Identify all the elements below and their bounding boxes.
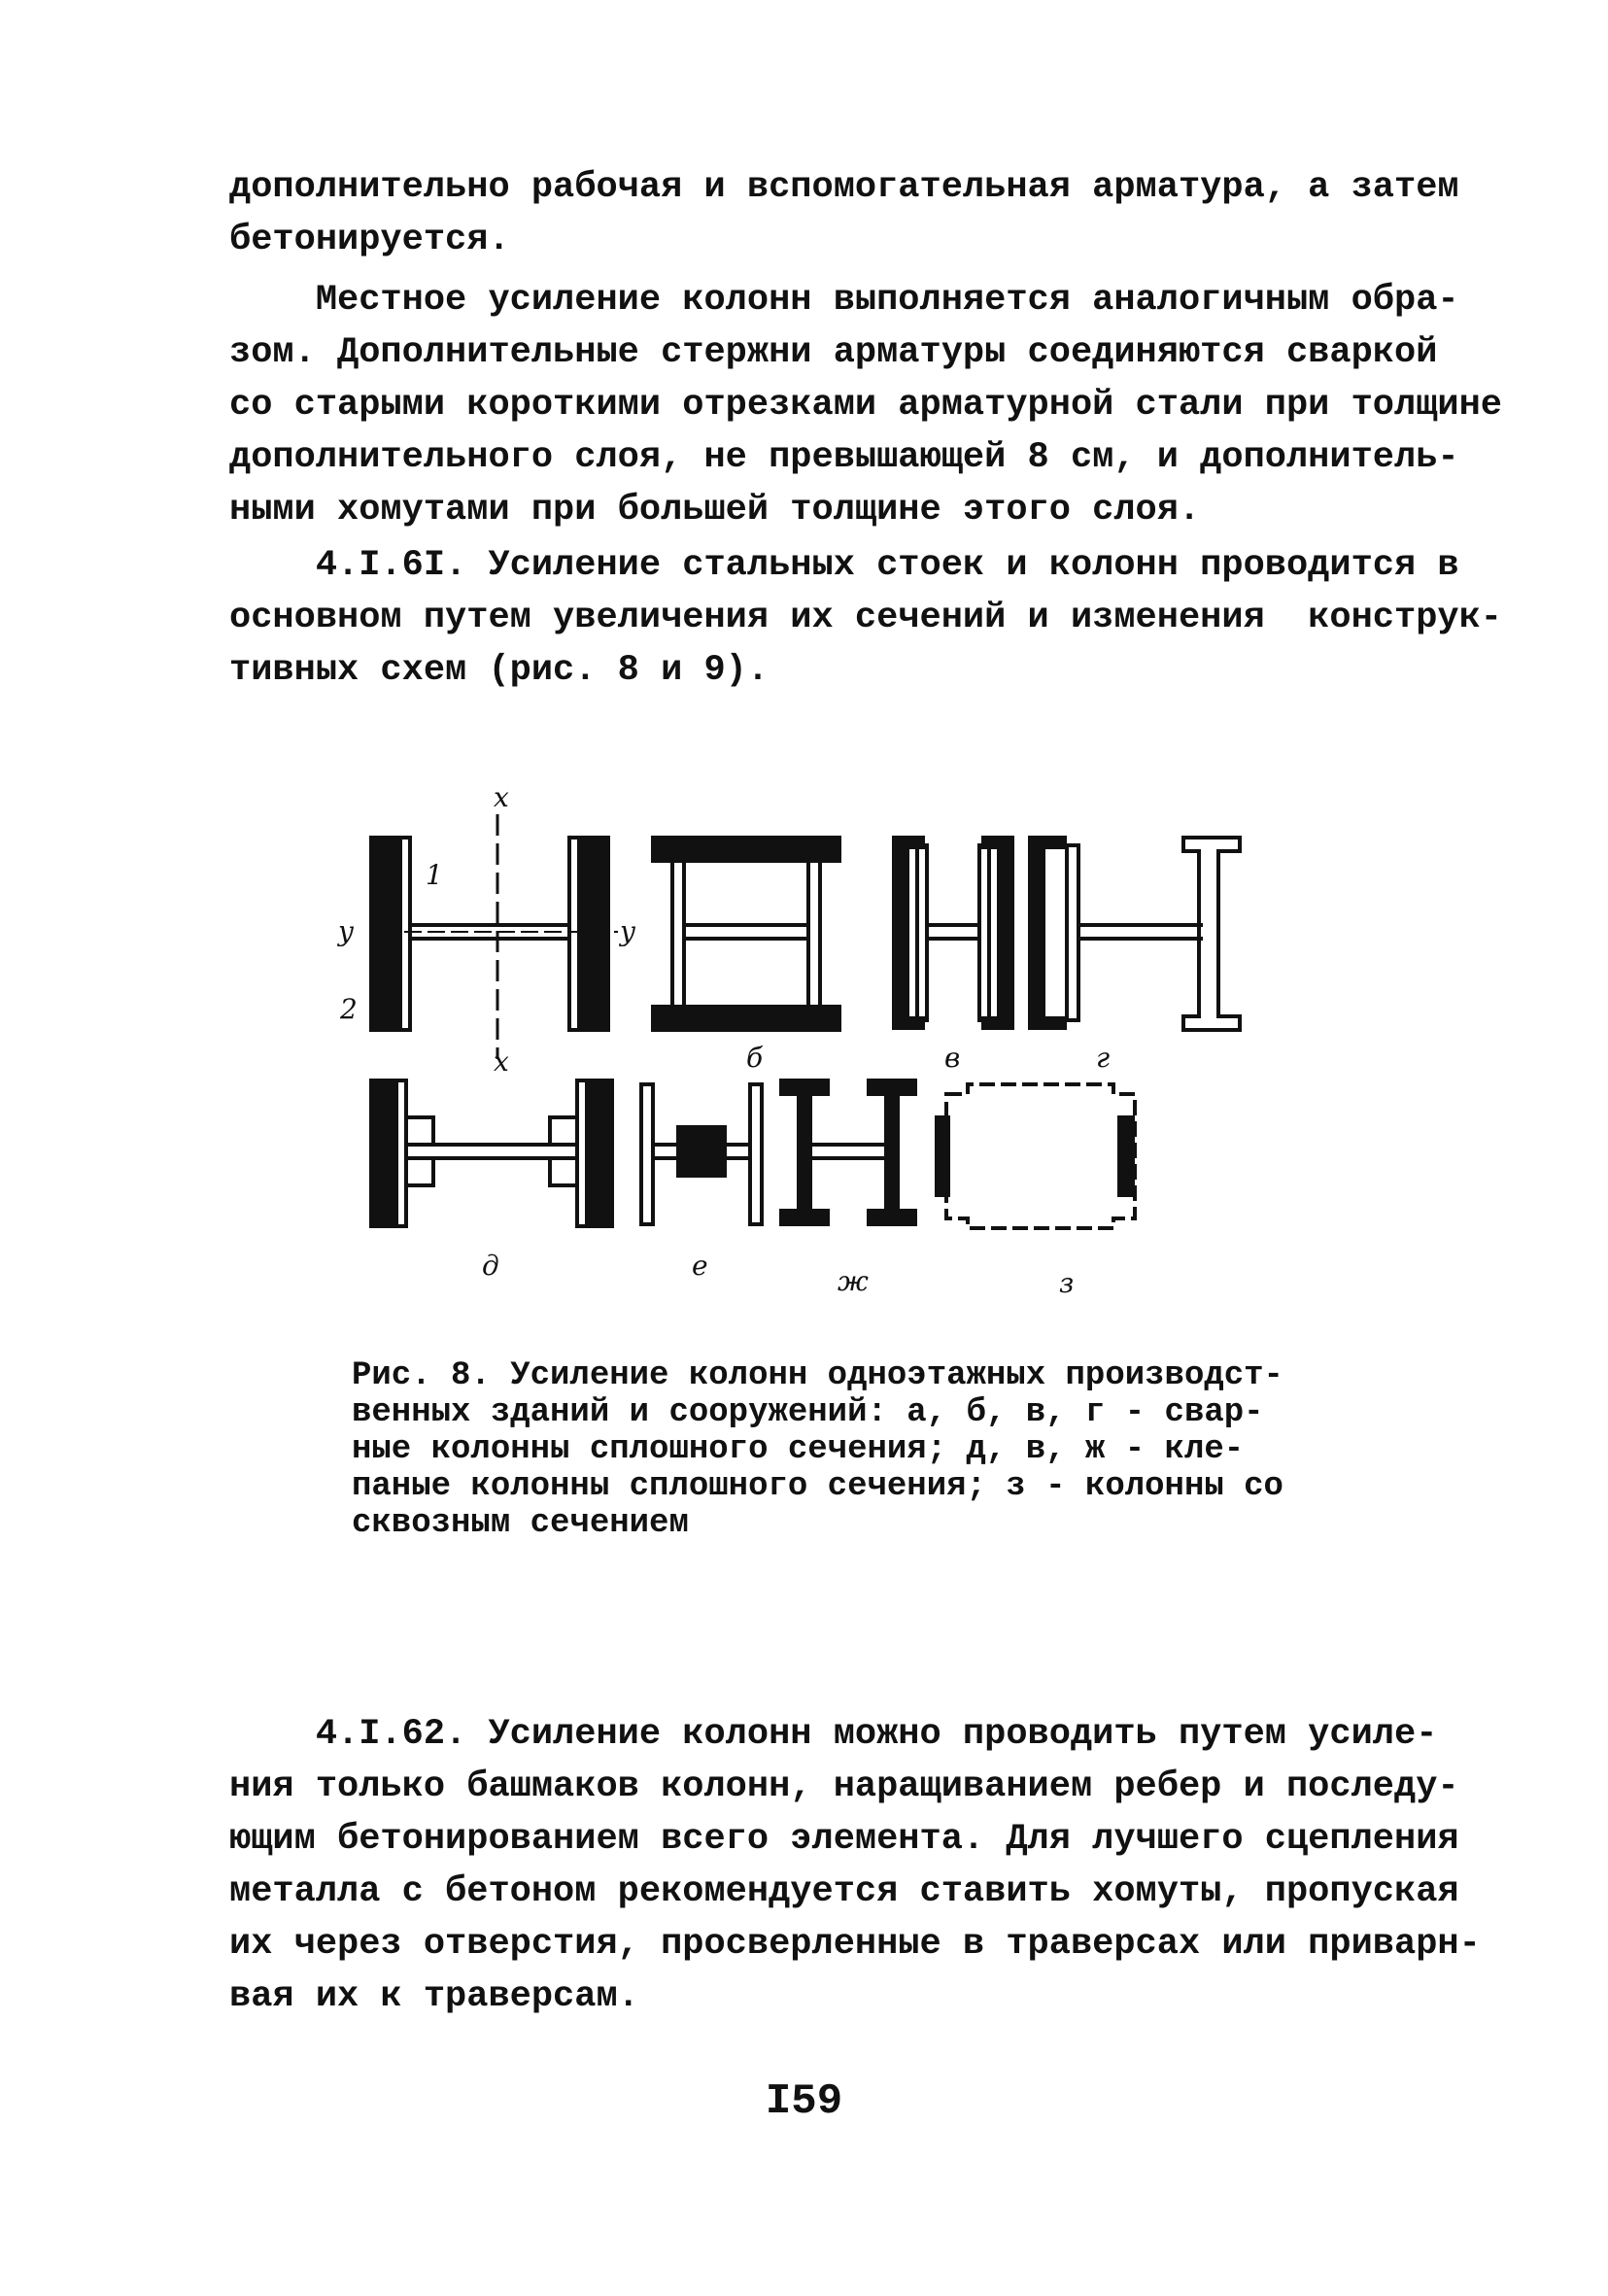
flange-plate-left <box>371 838 396 1030</box>
label-panel-zh: ж <box>838 1265 869 1297</box>
side-plate-left <box>937 1117 948 1195</box>
label-axis-x-bottom: x <box>494 1045 509 1078</box>
label-panel-v: в <box>944 1042 961 1074</box>
page-number: I59 <box>765 2077 843 2126</box>
flange-plate-right <box>583 838 608 1030</box>
text-line: бетонируется. <box>229 220 510 260</box>
flange-left <box>917 845 927 1020</box>
label-2: 2 <box>340 993 358 1025</box>
cover-plate-top <box>653 838 839 861</box>
caption-line: венных зданий и сооружений: а, б, в, г - свар- <box>352 1394 1264 1431</box>
flange-left <box>400 838 410 1030</box>
flange-left <box>672 861 684 1007</box>
rivet-angles <box>406 1117 577 1185</box>
i-section-right <box>869 1080 915 1224</box>
rivet-cluster <box>678 1127 725 1176</box>
text-line: ния только башмаков колонн, наращиванием ребер и последу- <box>229 1766 1459 1807</box>
flange-plate-left <box>371 1080 393 1226</box>
flange-right <box>750 1084 762 1224</box>
label-axis-y-left: y <box>338 915 354 947</box>
i-section-left <box>781 1080 828 1224</box>
flange-plate-right <box>591 1080 612 1226</box>
text-line: ющим бетонированием всего элемента. Для лучшего сцепления <box>229 1819 1459 1860</box>
caption-line: паные колонны сплошного сечения; з - колонны со <box>352 1468 1283 1505</box>
caption-line: сквозным сечением <box>352 1505 689 1542</box>
flange-right <box>577 1080 587 1226</box>
flange-right <box>808 861 820 1007</box>
text-line: основном путем увеличения их сечений и изменения конструк- <box>229 598 1503 638</box>
figure-drawing <box>311 777 1360 1302</box>
label-axis-y-right: y <box>620 915 635 947</box>
text-line: тивных схем (рис. 8 и 9). <box>229 650 770 691</box>
label-panel-d: д <box>482 1250 499 1282</box>
side-plate-right <box>1119 1117 1133 1195</box>
text-line: ными хомутами при большей толщине этого слоя. <box>229 490 1201 531</box>
text-line: их через отверстия, просверленные в траверсах или приварн- <box>229 1924 1481 1965</box>
text-line: металла с бетоном рекомендуется ставить хомуты, пропуская <box>229 1871 1459 1912</box>
figure-caption <box>352 1357 1323 1542</box>
figure-8-column-reinforcement <box>311 777 1360 1302</box>
flange-right <box>569 838 579 1030</box>
text-line: 4.I.6I. Усиление стальных стоек и колонн проводится в <box>229 545 1459 586</box>
lattice-outline <box>946 1084 1135 1228</box>
paragraph-local-reinforcement <box>229 274 1503 536</box>
caption-line: Рис. 8. Усиление колонн одноэтажных производст- <box>352 1357 1283 1394</box>
flange-left <box>641 1084 653 1224</box>
text-line: со старыми короткими отрезками арматурной стали при толщине <box>229 385 1503 426</box>
label-panel-g: г <box>1096 1042 1111 1074</box>
flange-left <box>396 1080 406 1226</box>
label-panel-z: з <box>1059 1267 1075 1299</box>
paragraph-continuation <box>229 161 1459 266</box>
i-beam-right <box>1183 838 1240 1030</box>
text-line: дополнительно рабочая и вспомогательная арматура, а затем <box>229 167 1459 208</box>
text-line: вая их к траверсам. <box>229 1976 639 2017</box>
cover-plate-bottom <box>653 1007 839 1030</box>
flange-left <box>1067 845 1078 1020</box>
text-line: зом. Дополнительные стержни арматуры соединяются сваркой <box>229 332 1438 373</box>
label-panel-b: б <box>746 1042 764 1074</box>
label-axis-x-top: x <box>494 781 509 813</box>
text-line: дополнительного слоя, не превышающей 8 см, и дополнитель- <box>229 437 1459 478</box>
label-panel-e: е <box>692 1250 708 1282</box>
angle-left <box>1030 838 1065 1028</box>
caption-line: ные колонны сплошного сечения; д, в, ж - кле- <box>352 1431 1245 1468</box>
text-line: Местное усиление колонн выполняется аналогичным обра- <box>229 280 1459 321</box>
flange-right <box>979 845 989 1020</box>
paragraph-4-1-61 <box>229 539 1503 697</box>
text-line: 4.I.62. Усиление колонн можно проводить путем усиле- <box>229 1714 1438 1755</box>
label-1: 1 <box>426 859 443 891</box>
paragraph-4-1-62 <box>229 1708 1481 2023</box>
